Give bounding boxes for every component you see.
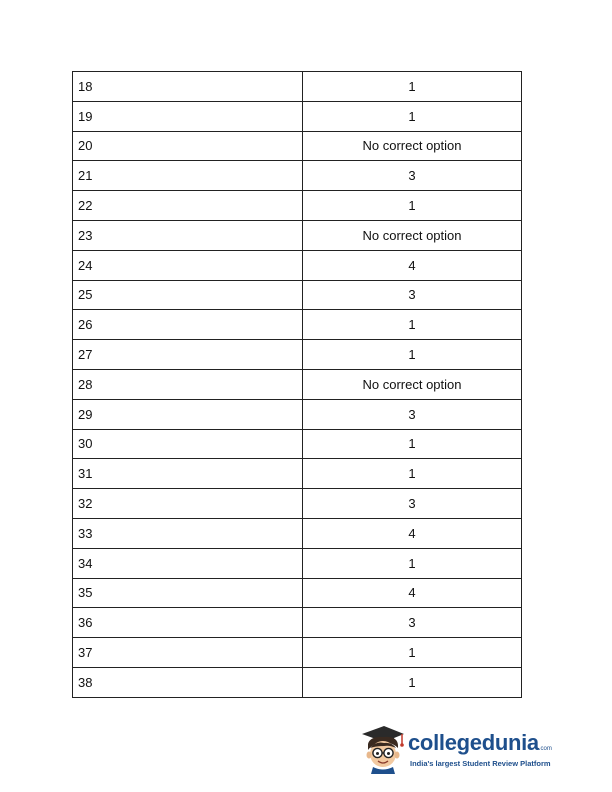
- question-number-cell: 28: [73, 369, 303, 399]
- table-row: [73, 608, 522, 638]
- question-number-cell: 36: [73, 608, 303, 638]
- question-number-cell: 38: [73, 667, 303, 697]
- table-row: [73, 578, 522, 608]
- answer-cell: 4: [303, 578, 522, 608]
- question-number-cell: 19: [73, 101, 303, 131]
- answer-cell: 3: [303, 399, 522, 429]
- question-number-cell: 20: [73, 131, 303, 161]
- answer-cell: 1: [303, 72, 522, 102]
- brand-tld: .com: [538, 746, 552, 752]
- table-row: [73, 161, 522, 191]
- answer-cell: 1: [303, 310, 522, 340]
- table-row: [73, 369, 522, 399]
- answer-cell: 1: [303, 667, 522, 697]
- answer-cell: 3: [303, 489, 522, 519]
- table-row: [73, 667, 522, 697]
- table-row: [73, 518, 522, 548]
- answer-cell: 1: [303, 191, 522, 221]
- table-row: [73, 459, 522, 489]
- question-number-cell: 22: [73, 191, 303, 221]
- answer-cell: No correct option: [303, 131, 522, 161]
- question-number-cell: 27: [73, 340, 303, 370]
- table-row: [73, 72, 522, 102]
- question-number-cell: 29: [73, 399, 303, 429]
- question-number-cell: 23: [73, 220, 303, 250]
- answer-cell: 3: [303, 161, 522, 191]
- question-number-cell: 31: [73, 459, 303, 489]
- table-row: [73, 340, 522, 370]
- question-number-cell: 24: [73, 250, 303, 280]
- answer-cell: 1: [303, 101, 522, 131]
- brand-name-text: collegedunia: [408, 730, 539, 755]
- question-number-cell: 21: [73, 161, 303, 191]
- question-number-cell: 32: [73, 489, 303, 519]
- table-row: [73, 310, 522, 340]
- collegedunia-logo: [358, 722, 552, 774]
- table-row: [73, 638, 522, 668]
- table-row: [73, 280, 522, 310]
- table-row: [73, 250, 522, 280]
- table-row: [73, 489, 522, 519]
- table-row: [73, 399, 522, 429]
- table-row: [73, 101, 522, 131]
- table-row: [73, 191, 522, 221]
- question-number-cell: 25: [73, 280, 303, 310]
- brand-tagline: India's largest Student Review Platform: [410, 759, 551, 768]
- answer-cell: 3: [303, 280, 522, 310]
- table-row: [73, 429, 522, 459]
- answer-cell: 1: [303, 638, 522, 668]
- answer-cell: No correct option: [303, 369, 522, 399]
- answer-cell: 3: [303, 608, 522, 638]
- brand-name: [408, 732, 552, 754]
- table-row: [73, 131, 522, 161]
- graduate-mascot-icon: [358, 722, 406, 774]
- answer-key-body: [73, 72, 522, 698]
- question-number-cell: 26: [73, 310, 303, 340]
- answer-cell: 1: [303, 429, 522, 459]
- question-number-cell: 18: [73, 72, 303, 102]
- answer-cell: 1: [303, 340, 522, 370]
- answer-key-table: [72, 71, 522, 698]
- question-number-cell: 34: [73, 548, 303, 578]
- question-number-cell: 37: [73, 638, 303, 668]
- question-number-cell: 35: [73, 578, 303, 608]
- table-row: [73, 548, 522, 578]
- question-number-cell: 33: [73, 518, 303, 548]
- answer-cell: No correct option: [303, 220, 522, 250]
- answer-cell: 4: [303, 518, 522, 548]
- table-row: [73, 220, 522, 250]
- question-number-cell: 30: [73, 429, 303, 459]
- answer-cell: 4: [303, 250, 522, 280]
- answer-cell: 1: [303, 548, 522, 578]
- answer-cell: 1: [303, 459, 522, 489]
